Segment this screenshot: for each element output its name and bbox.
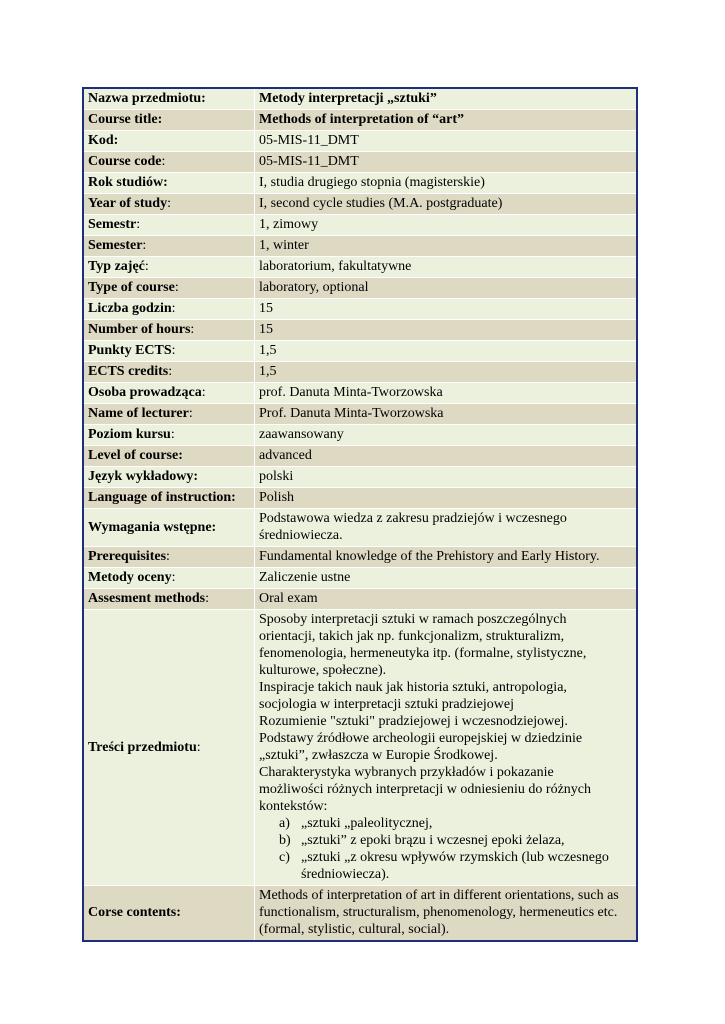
- field-value: 05-MIS-11_DMT: [259, 154, 359, 169]
- field-label-suffix: :: [205, 591, 209, 606]
- field-label-cell: [83, 194, 255, 215]
- table-row: [83, 509, 637, 547]
- field-label-suffix: :: [142, 238, 147, 253]
- field-label-cell: [83, 425, 255, 446]
- field-label: Język wykładowy:: [88, 469, 199, 484]
- field-value-line: możliwości różnych interpretacji w odniesieniu do różnych: [259, 782, 592, 797]
- list-item-text: [301, 832, 632, 849]
- field-label-suffix: :: [171, 343, 176, 358]
- field-label: Nazwa przedmiotu:: [88, 91, 206, 106]
- field-value-line: Charakterystyka wybranych przykładów i pokazanie: [259, 765, 554, 780]
- field-value-cell: [255, 88, 638, 110]
- field-label-cell: [83, 320, 255, 341]
- field-value-cell: [255, 509, 638, 547]
- field-label: Semester: [88, 238, 143, 253]
- field-value-cell: [255, 446, 638, 467]
- table-row: [83, 446, 637, 467]
- table-row: [83, 257, 637, 278]
- field-label: Course title:: [88, 112, 163, 127]
- field-label: Punkty ECTS: [88, 343, 172, 358]
- field-value-line: Sposoby interpretacji sztuki w ramach poszczególnych: [259, 612, 567, 627]
- field-label-cell: [83, 173, 255, 194]
- field-value: 1,5: [259, 343, 277, 358]
- table-row: [83, 589, 637, 610]
- field-label-cell: [83, 236, 255, 257]
- field-label-cell: [83, 446, 255, 467]
- field-value: laboratorium, fakultatywne: [259, 259, 412, 274]
- field-value-cell: [255, 341, 638, 362]
- table-row: [83, 425, 637, 446]
- field-label-cell: [83, 152, 255, 173]
- field-label-suffix: :: [167, 196, 171, 211]
- table-row: [83, 278, 637, 299]
- field-value-cell: [255, 131, 638, 152]
- table-row: [83, 568, 637, 589]
- field-label-suffix: :: [201, 385, 206, 400]
- field-value-text: [259, 887, 632, 938]
- field-value-cell: [255, 547, 638, 568]
- table-row: [83, 610, 637, 886]
- field-label: Language of instruction:: [88, 490, 236, 505]
- field-value: 1, winter: [259, 238, 309, 253]
- field-value-cell: [255, 257, 638, 278]
- field-label: Liczba godzin: [88, 301, 172, 316]
- field-value-cell: [255, 589, 638, 610]
- field-label-suffix: :: [190, 322, 195, 337]
- field-label: Name of lecturer: [88, 406, 189, 421]
- field-label-suffix: :: [136, 217, 141, 232]
- table-row: [83, 152, 637, 173]
- field-value-cell: [255, 886, 638, 942]
- field-value: Fundamental knowledge of the Prehistory and Early History.: [259, 549, 600, 564]
- field-value-text: [259, 611, 632, 815]
- field-label: Semestr: [88, 217, 137, 232]
- topic-list: [259, 815, 632, 883]
- table-row: [83, 320, 637, 341]
- field-label: Kod:: [88, 133, 119, 148]
- list-item-line: „sztuki” z epoki brązu i wczesnej epoki żelaza,: [301, 833, 565, 848]
- field-label: Year of study: [88, 196, 168, 211]
- field-label: Rok studiów:: [88, 175, 168, 190]
- field-label: ECTS credits: [88, 364, 169, 379]
- field-label-cell: [83, 362, 255, 383]
- field-label-suffix: :: [166, 549, 170, 564]
- field-value-cell: [255, 278, 638, 299]
- field-label-cell: [83, 488, 255, 509]
- field-label-cell: [83, 467, 255, 488]
- field-label: Typ zajęć: [88, 259, 145, 274]
- field-label-cell: [83, 257, 255, 278]
- field-value: laboratory, optional: [259, 280, 369, 295]
- list-marker: c): [279, 850, 290, 865]
- field-label-suffix: :: [168, 364, 173, 379]
- field-label: Poziom kursu: [88, 427, 171, 442]
- list-item-text: [301, 849, 632, 883]
- field-label: Level of course:: [88, 448, 183, 463]
- field-value-line: Methods of interpretation of art in different orientations, such as: [259, 888, 619, 903]
- field-value-line: kulturowe, społeczne).: [259, 663, 387, 678]
- field-label-cell: [83, 88, 255, 110]
- list-marker: b): [279, 833, 291, 848]
- field-label-cell: [83, 568, 255, 589]
- field-value-cell: [255, 194, 638, 215]
- field-value: zaawansowany: [259, 427, 344, 442]
- course-description-sheet: [82, 87, 638, 942]
- field-value-line: orientacji, takich jak np. funkcjonalizm, strukturalizm,: [259, 629, 565, 644]
- field-label-cell: [83, 110, 255, 131]
- field-label: Corse contents:: [88, 905, 181, 920]
- field-value: prof. Danuta Minta-Tworzowska: [259, 385, 443, 400]
- field-label-cell: [83, 131, 255, 152]
- field-value-line: Rozumienie "sztuki" pradziejowej i wczesnodziejowej.: [259, 714, 568, 729]
- field-value: 15: [259, 301, 273, 316]
- field-label-suffix: :: [188, 406, 193, 421]
- field-label-cell: [83, 509, 255, 547]
- field-label: Number of hours: [88, 322, 191, 337]
- field-value: Metody interpretacji „sztuki”: [259, 91, 437, 106]
- field-value-cell: [255, 610, 638, 886]
- field-value: 1, zimowy: [259, 217, 319, 232]
- list-item-text: [301, 815, 632, 832]
- field-value-cell: [255, 152, 638, 173]
- field-label: Course code: [88, 154, 162, 169]
- field-label-cell: [83, 341, 255, 362]
- table-row: [83, 886, 637, 942]
- field-label-suffix: :: [196, 739, 201, 755]
- table-row: [83, 383, 637, 404]
- field-value: Methods of interpretation of “art”: [259, 112, 465, 127]
- field-label-cell: [83, 278, 255, 299]
- list-marker: a): [279, 816, 290, 831]
- field-value: Polish: [259, 490, 295, 505]
- field-label-cell: [83, 404, 255, 425]
- table-row: [83, 236, 637, 257]
- field-label-cell: [83, 547, 255, 568]
- field-label-suffix: :: [171, 301, 176, 316]
- field-label: Osoba prowadząca: [88, 385, 202, 400]
- field-value-cell: [255, 236, 638, 257]
- list-item: [279, 815, 632, 832]
- course-table-body: [83, 88, 637, 941]
- field-value-cell: [255, 173, 638, 194]
- list-item: [279, 849, 632, 883]
- field-label: Wymagania wstępne:: [88, 519, 217, 535]
- field-value-cell: [255, 383, 638, 404]
- field-label-cell: [83, 299, 255, 320]
- field-label: Type of course: [88, 280, 175, 295]
- table-row: [83, 362, 637, 383]
- field-value-cell: [255, 299, 638, 320]
- field-value-cell: [255, 488, 638, 509]
- field-value-line: fenomenologia, hermeneutyka itp. (formalne, stylistyczne,: [259, 646, 587, 661]
- field-value-line: functionalism, structuralism, phenomenology, hermeneutics etc.: [259, 905, 618, 920]
- field-label-suffix: :: [161, 154, 166, 169]
- list-item-line: „sztuki „z okresu wpływów rzymskich (lub wczesnego: [301, 850, 609, 865]
- field-label: Assesment methods: [88, 591, 206, 606]
- field-label: Metody oceny: [88, 570, 172, 585]
- field-label: Treści przedmiotu: [88, 739, 197, 755]
- field-label-cell: [83, 383, 255, 404]
- table-row: [83, 467, 637, 488]
- table-row: [83, 173, 637, 194]
- field-value: I, second cycle studies (M.A. postgraduate): [259, 196, 503, 211]
- field-value-line: (formal, stylistic, cultural, social).: [259, 922, 450, 937]
- field-value: Prof. Danuta Minta-Tworzowska: [259, 406, 444, 421]
- table-row: [83, 131, 637, 152]
- field-value-line: Podstawowa wiedza z zakresu pradziejów i wczesnego: [259, 511, 567, 526]
- list-item-line: „sztuki „paleolitycznej,: [301, 816, 433, 831]
- field-label-suffix: :: [170, 427, 175, 442]
- table-row: [83, 547, 637, 568]
- field-value-line: „sztuki”, zwłaszcza w Europie Środkowej.: [259, 748, 498, 763]
- field-label-suffix: :: [174, 280, 179, 295]
- field-value-line: socjologia w interpretacji sztuki pradziejowej: [259, 697, 515, 712]
- field-value-cell: [255, 215, 638, 236]
- table-row: [83, 110, 637, 131]
- field-value-cell: [255, 362, 638, 383]
- field-value: I, studia drugiego stopnia (magisterskie): [259, 175, 485, 190]
- field-label-suffix: :: [144, 259, 149, 274]
- field-label-cell: [83, 215, 255, 236]
- field-value-cell: [255, 320, 638, 341]
- table-row: [83, 215, 637, 236]
- field-label: Prerequisites: [88, 549, 167, 564]
- field-value-cell: [255, 404, 638, 425]
- field-value-line: średniowiecza.: [259, 528, 343, 543]
- field-label-cell: [83, 589, 255, 610]
- field-label-suffix: :: [171, 570, 176, 585]
- field-value: polski: [259, 469, 294, 484]
- table-row: [83, 299, 637, 320]
- list-item-line: średniowiecza).: [301, 867, 390, 882]
- table-row: [83, 404, 637, 425]
- field-value-cell: [255, 110, 638, 131]
- field-value-line: Podstawy źródłowe archeologii europejskiej w dziedzinie: [259, 731, 583, 746]
- table-row: [83, 341, 637, 362]
- field-value: 15: [259, 322, 273, 337]
- field-value: Zaliczenie ustne: [259, 570, 351, 585]
- table-row: [83, 488, 637, 509]
- field-value-line: Inspiracje takich nauk jak historia sztuki, antropologia,: [259, 680, 567, 695]
- field-value: advanced: [259, 448, 312, 463]
- list-item: [279, 832, 632, 849]
- field-value-cell: [255, 425, 638, 446]
- field-value-text: [259, 510, 632, 544]
- field-value-cell: [255, 467, 638, 488]
- field-value: 1,5: [259, 364, 277, 379]
- table-row: [83, 194, 637, 215]
- field-label-cell: [83, 886, 255, 942]
- course-table: [82, 87, 638, 942]
- field-value: 05-MIS-11_DMT: [259, 133, 359, 148]
- field-label-cell: [83, 610, 255, 886]
- table-row: [83, 88, 637, 110]
- field-value-cell: [255, 568, 638, 589]
- field-value: Oral exam: [259, 591, 318, 606]
- field-value-line: kontekstów:: [259, 799, 328, 814]
